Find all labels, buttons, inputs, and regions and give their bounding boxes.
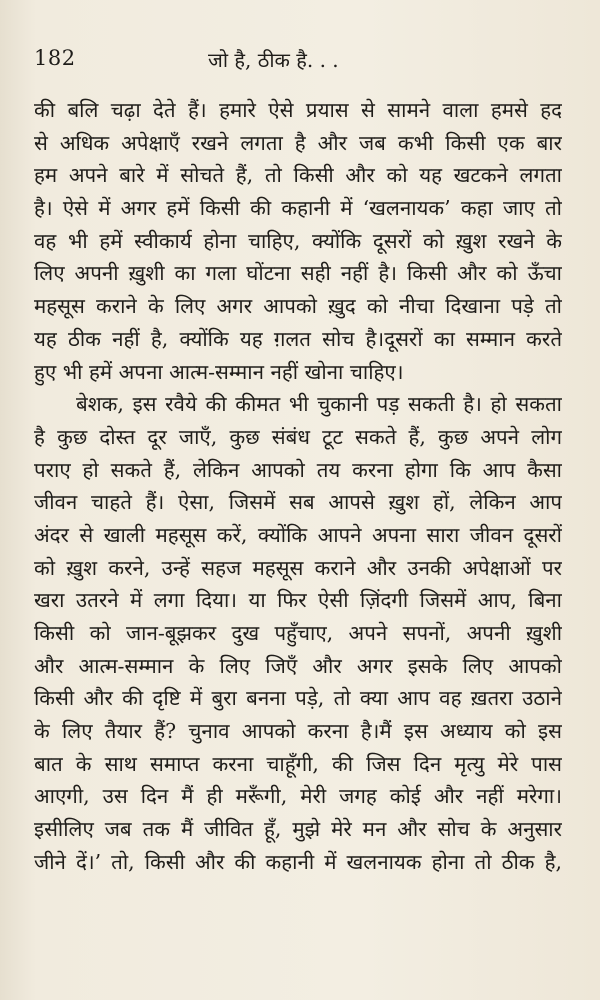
text-line: लिए अपनी ख़ुशी का गला घोंटना सही नहीं है। किसी और को ऊँचा <box>34 261 562 286</box>
page-header <box>34 46 574 76</box>
text-line: है कुछ दोस्त दूर जाएँ, कुछ संबंध टूट सकते हैं, कुछ अपने लोग <box>34 424 562 449</box>
text-line: पराए हो सकते हैं, लेकिन आपको तय करना होगा कि आप कैसा <box>34 457 562 482</box>
text-line: यह ठीक नहीं है, क्योंकि यह ग़लत सोच है।दूसरों का सम्मान करते <box>34 326 562 351</box>
text-line: अंदर से खाली महसूस करें, क्योंकि आपने अपना सारा जीवन दूसरों <box>34 522 562 547</box>
text-line: को ख़ुश करने, उन्हें सहज महसूस कराने और उनकी अपेक्षाओं पर <box>34 555 562 580</box>
text-line: महसूस कराने के लिए अगर आपको ख़ुद को नीचा दिखाना पड़े तो <box>34 294 562 319</box>
text-line: किसी को जान-बूझकर दुख पहुँचाए, अपने सपनों, अपनी ख़ुशी <box>34 621 562 646</box>
text-line: इसीलिए जब तक मैं जीवित हूँ, मुझे मेरे मन और सोच के अनुसार <box>34 817 562 842</box>
paragraph-1 <box>34 94 562 388</box>
paragraph-2 <box>34 388 562 878</box>
text-line: वह भी हमें स्वीकार्य होना चाहिए, क्योंकि दूसरों को ख़ुश रखने के <box>34 228 562 253</box>
text-line: से अधिक अपेक्षाएँ रखने लगता है और जब कभी किसी एक बार <box>34 130 562 155</box>
text-line: खरा उतरने में लगा दिया। या फिर ऐसी ज़िंदगी जिसमें आप, बिना <box>34 588 562 613</box>
text-line: बेशक, इस रवैये की कीमत भी चुकानी पड़ सकती है। हो सकता <box>76 392 562 417</box>
text-line: और आत्म-सम्मान के लिए जिएँ और अगर इसके लिए आपको <box>34 653 562 678</box>
text-line: किसी और की दृष्टि में बुरा बनना पड़े, तो क्या आप वह ख़तरा उठाने <box>34 686 562 711</box>
page-number: 182 <box>34 46 76 70</box>
text-line: जीने दें।’ तो, किसी और की कहानी में खलनायक होना तो ठीक है, <box>34 849 562 874</box>
text-line: बात के साथ समाप्त करना चाहूँगी, की जिस दिन मृत्यु मेरे पास <box>34 751 562 776</box>
text-line: है। ऐसे में अगर हमें किसी की कहानी में ‘खलनायक’ कहा जाए तो <box>34 196 562 221</box>
text-line: आएगी, उस दिन मैं ही मरूँगी, मेरी जगह कोई और नहीं मरेगा। <box>34 784 562 809</box>
running-title: जो है, ठीक है. . . <box>208 48 339 72</box>
text-line: के लिए तैयार हैं? चुनाव आपको करना है।मैं इस अध्याय को इस <box>34 719 562 744</box>
body-text <box>34 94 562 879</box>
text-line: हम अपने बारे में सोचते हैं, तो किसी और को यह खटकने लगता <box>34 163 562 188</box>
text-line: की बलि चढ़ा देते हैं। हमारे ऐसे प्रयास से सामने वाला हमसे हद <box>34 98 562 122</box>
text-line: जीवन चाहते हैं। ऐसा, जिसमें सब आपसे ख़ुश हों, लेकिन आप <box>34 490 562 515</box>
text-line: हुए भी हमें अपना आत्म-सम्मान नहीं खोना चाहिए। <box>34 359 404 384</box>
